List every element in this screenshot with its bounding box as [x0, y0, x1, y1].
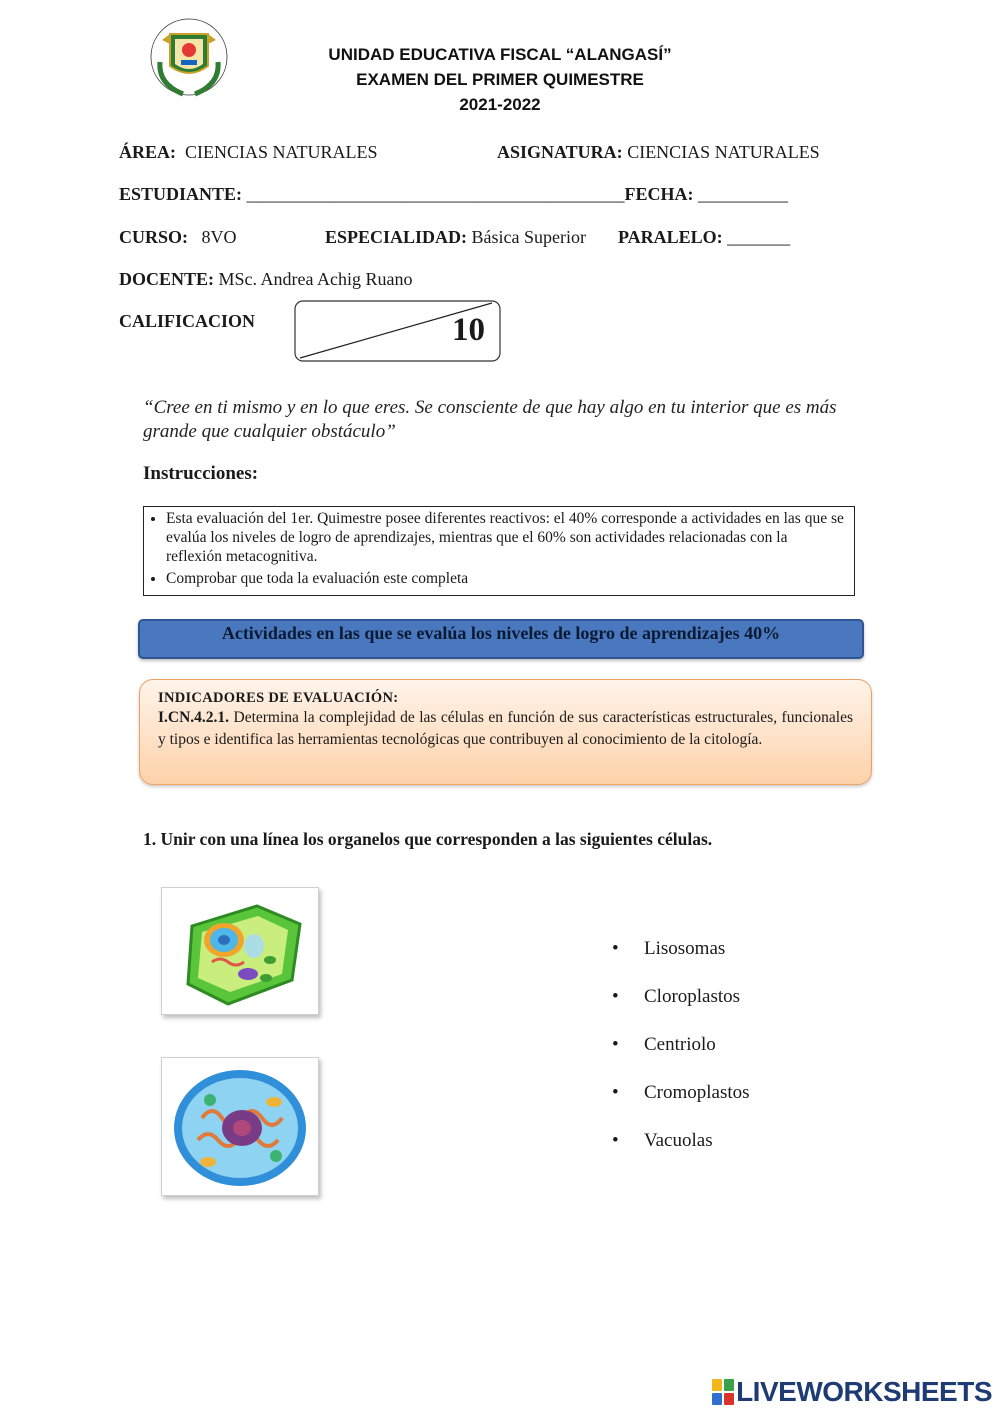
organelle-item[interactable]: • Centriolo: [612, 1034, 750, 1082]
animal-cell-image[interactable]: [161, 1057, 319, 1196]
especialidad-label: ESPECIALIDAD:: [325, 227, 468, 247]
indicator-description: Determina la complejidad de las células en función de sus características estructurales, funcionales y tipos e identifica las herramientas tecnológicas que contribuyen al conocimiento de la citología.: [158, 709, 853, 748]
curso-field: [119, 227, 237, 248]
docente-value: MSc. Andrea Achig Ruano: [218, 269, 413, 289]
asignatura-value: CIENCIAS NATURALES: [627, 142, 820, 162]
organelle-item[interactable]: • Cromoplastos: [612, 1082, 750, 1130]
docente-field: [119, 269, 413, 290]
curso-label: CURSO:: [119, 227, 189, 247]
area-value: CIENCIAS NATURALES: [185, 142, 378, 162]
plant-cell-image[interactable]: [161, 887, 319, 1015]
estudiante-field[interactable]: [119, 184, 788, 205]
instructions-title: Instrucciones:: [143, 463, 259, 484]
organelle-item[interactable]: • Cloroplastos: [612, 986, 750, 1034]
especialidad-field: [325, 227, 586, 248]
liveworksheets-logo-icon: [712, 1379, 734, 1405]
estudiante-blank[interactable]: __________________________________________: [246, 184, 625, 204]
instructions-box: [143, 506, 855, 596]
asignatura-label: ASIGNATURA:: [497, 142, 623, 162]
instruction-item: • Comprobar que toda la evaluación este completa: [166, 569, 844, 588]
paralelo-field[interactable]: [618, 227, 790, 248]
curso-value: 8VO: [201, 227, 237, 247]
organelle-item[interactable]: • Lisosomas: [612, 938, 750, 986]
calificacion-label: CALIFICACION: [119, 311, 256, 331]
school-name: UNIDAD EDUCATIVA FISCAL “ALANGASÍ”: [328, 45, 672, 64]
paralelo-label: PARALELO:: [618, 227, 723, 247]
fecha-label: FECHA:: [624, 184, 694, 204]
docente-label: DOCENTE:: [119, 269, 215, 289]
motivational-quote: “Cree en ti mismo y en lo que eres. Se consciente de que hay algo en tu interior que es más grande que cualquier obstáculo”: [143, 397, 837, 442]
organelle-list: [612, 938, 750, 1178]
school-year: 2021-2022: [459, 95, 541, 114]
instruction-item: • Esta evaluación del 1er. Quimestre posee diferentes reactivos: el 40% corresponde a actividades en las que se evalúa los niveles de logro de aprendizajes, mientras que el 60% son actividades relacionadas con la reflexión metacognitiva.: [166, 509, 844, 566]
indicator-code: I.CN.4.2.1.: [158, 709, 230, 726]
paralelo-blank[interactable]: _______: [727, 227, 791, 247]
asignatura-field: [497, 142, 820, 163]
indicators-title: INDICADORES DE EVALUACIÓN:: [158, 690, 399, 706]
question-1: 1. Unir con una línea los organelos que corresponden a las siguientes células.: [143, 829, 713, 849]
indicators-box: [139, 679, 872, 785]
calificacion-box[interactable]: [294, 300, 501, 362]
liveworksheets-watermark: [712, 1376, 992, 1408]
watermark-text: LIVEWORKSHEETS: [736, 1376, 992, 1407]
estudiante-label: ESTUDIANTE:: [119, 184, 243, 204]
area-label: ÁREA:: [119, 142, 176, 162]
area-field: [119, 142, 378, 163]
organelle-item[interactable]: • Vacuolas: [612, 1130, 750, 1178]
calificacion-score: 10: [452, 312, 485, 348]
section-banner: Actividades en las que se evalúa los niveles de logro de aprendizajes 40%: [138, 619, 864, 659]
indicators-text: [158, 707, 853, 751]
fecha-blank[interactable]: __________: [698, 184, 789, 204]
exam-title: EXAMEN DEL PRIMER QUIMESTRE: [356, 70, 644, 89]
especialidad-value: Básica Superior: [471, 227, 586, 247]
